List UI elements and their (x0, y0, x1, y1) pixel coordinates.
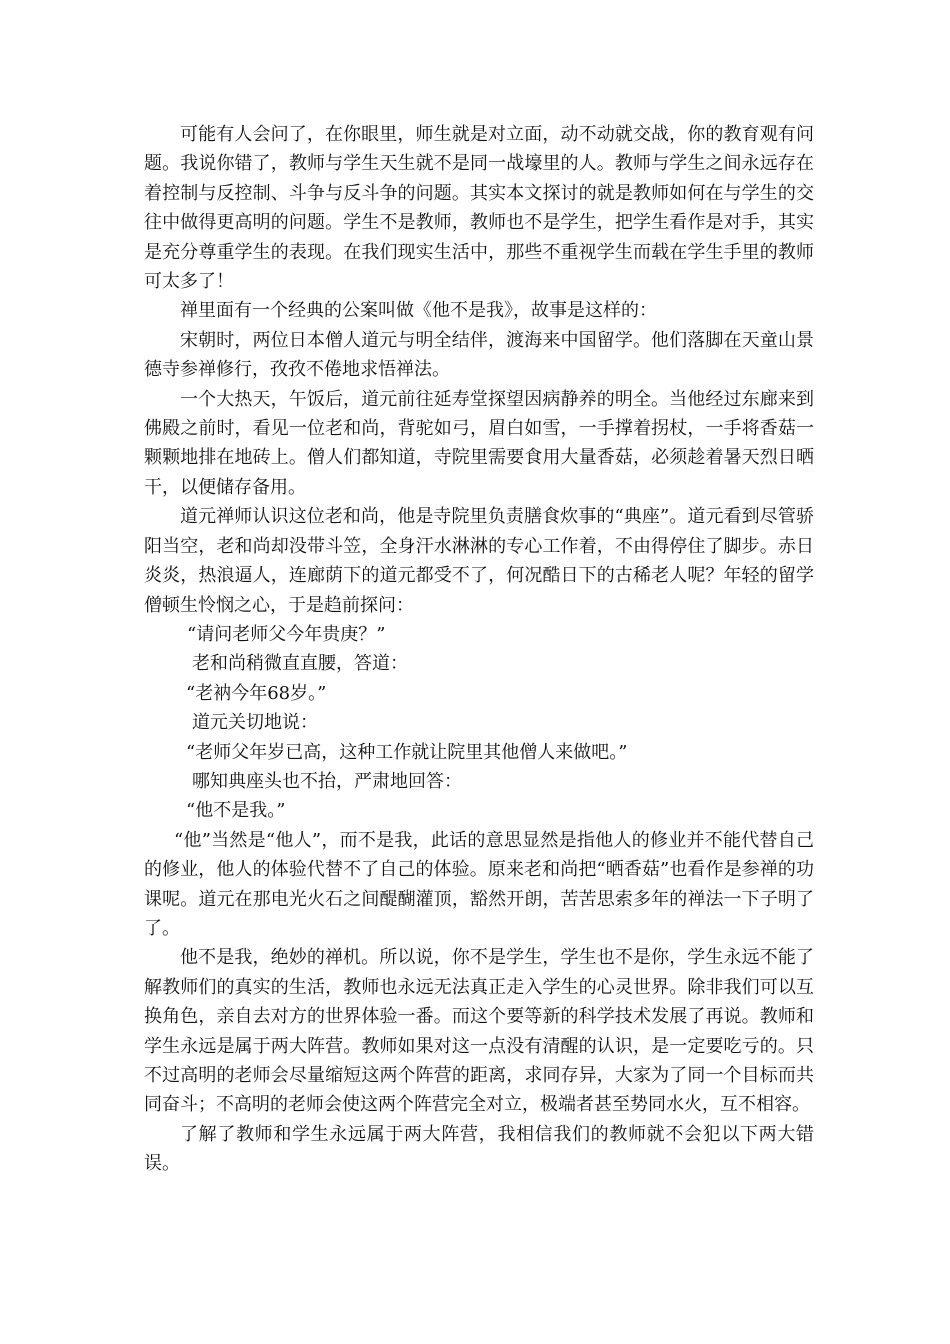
paragraph-hot-day: 一个大热天，午饭后，道元前往延寿堂探望因病静养的明全。当他经过东廊来到佛殿之前时，看见一位老和尚，背驼如弓，眉白如雪，一手撑着拐杖，一手将香菇一颗颗地排在地砖上。僧人们都知道，寺院里需要食用大量香菇，必须趁着暑天烈日晒干，以便储存备用。 (144, 388, 814, 498)
dialogue-line: 道元关切地说： (192, 712, 318, 734)
paragraph-intro: 可能有人会问了，在你眼里，师生就是对立面，动不动就交战，你的教育观有问题。我说你错了，教师与学生天生就不是同一战壕里的人。教师与学生之间永远存在着控制与反控制、斗争与反斗争的问题。其实本文探讨的就是教师如何在与学生的交往中做得更高明的问题。学生不是教师，教师也不是学生，把学生看作是对手，其实是充分尊重学生的表现。在我们现实生活中，那些不重视学生而载在学生手里的教师可太多了！ (144, 124, 814, 293)
paragraph-koan-title: 禅里面有一个经典的公案叫做《他不是我》，故事是这样的： (180, 300, 657, 322)
dialogue-line: “老师父年岁已高，这种工作就让院里其他僧人来做吧。” (186, 741, 628, 763)
paragraph-explanation: “他”当然是“他人”，而不是我，此话的意思显然是指他人的修业并不能代替自己的修业，他人的体验代替不了自己的体验。原来老和尚把“晒香菇”也看作是参禅的功课呢。道元在那电光火石之间醍醐灌顶，豁然开朗，苦苦思索多年的禅法一下子明了了。 (144, 829, 814, 939)
dialogue-line: 哪知典座头也不抬，严肃地回答： (192, 770, 462, 792)
dialogue-line: 老和尚稍微直直腰，答道： (192, 653, 408, 675)
paragraph-song-dynasty: 宋朝时，两位日本僧人道元与明全结伴，渡海来中国留学。他们落脚在天童山景德寺参禅修行，孜孜不倦地求悟禅法。 (144, 329, 814, 381)
document-body (144, 120, 814, 1179)
paragraph-dianzuo: 道元禅师认识这位老和尚，他是寺院里负责膳食炊事的“典座”。道元看到尽管骄阳当空，老和尚却没带斗笠，全身汗水淋淋的专心工作着，不由得停住了脚步。赤日炎炎，热浪逼人，连廊荫下的道元都受不了，何况酷日下的古稀老人呢？年轻的留学僧顿生怜悯之心，于是趋前探问： (144, 506, 814, 616)
dialogue-line: “老衲今年68岁。” (186, 682, 327, 704)
dialogue-line: “请问老师父今年贵庚？” (187, 623, 386, 645)
paragraph-two-camps: 他不是我，绝妙的禅机。所以说，你不是学生，学生也不是你，学生永远不能了解教师们的真实的生活，教师也永远无法真正走入学生的心灵世界。除非我们可以互换角色，亲自去对方的世界体验一番。而这个要等新的科学技术发展了再说。教师和学生永远是属于两大阵营。教师如果对这一点没有清醒的认识，是一定要吃亏的。只不过高明的老师会尽量缩短这两个阵营的距离，求同存异，大家为了同一个目标而共同奋斗；不高明的老师会使这两个阵营完全对立，极端者甚至势同水火，互不相容。 (144, 947, 814, 1116)
paragraph-conclusion: 了解了教师和学生永远属于两大阵营，我相信我们的教师就不会犯以下两大错误。 (144, 1123, 814, 1175)
dialogue-line: “他不是我。” (186, 800, 286, 822)
